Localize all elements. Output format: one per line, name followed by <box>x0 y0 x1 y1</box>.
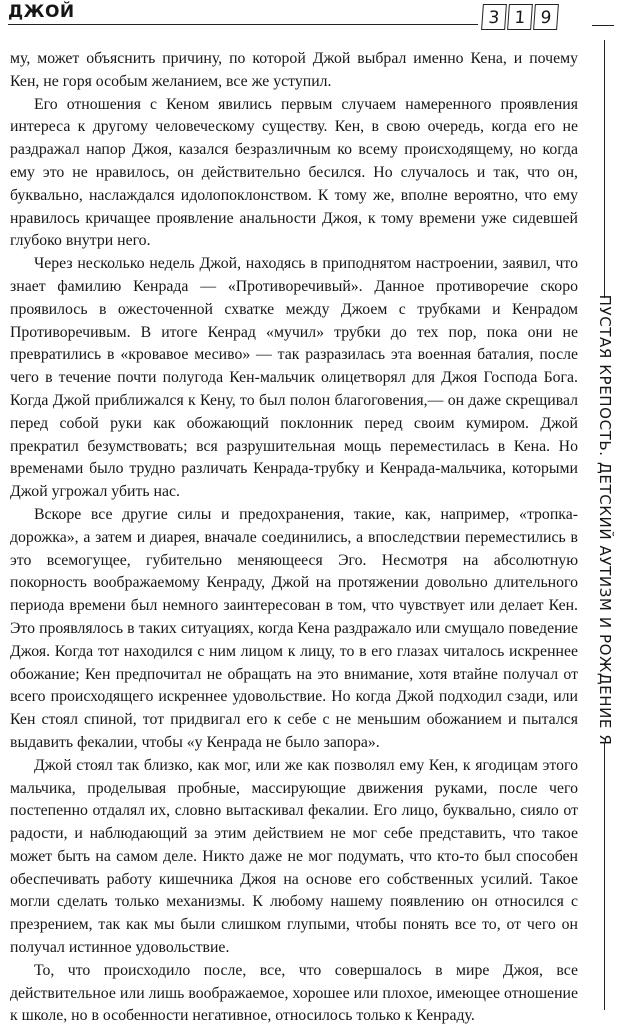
page-number <box>480 4 558 32</box>
page-number-digit: 3 <box>481 4 507 30</box>
body-text <box>10 48 578 1028</box>
running-title: ДЖОЙ <box>8 2 75 22</box>
header-rule <box>8 24 478 25</box>
paragraph: Джой стоял так близко, как мог, или же как позволял ему Кен, к ягодицам этого мальчика, проделывая пробные, массирующие движения руками, после чего постепенно отдалял их, словно вытаскивал фекалии. Его лицо, буквально, сияло от радости, и наблюдающий за этим действием не мог себе представить, что такое может быть на самом деле. Никто даже не мог подумать, что кто-то был способен обеспечивать работу кишечника Джоя на основе его собственных усилий. Такое могли сделать только механизмы. К любому нашему появлению он относился с презрением, так как мы были слишком глупыми, чтобы понять все то, от чего он получал истинное удовольствие. <box>10 756 578 957</box>
page-number-digit: 1 <box>507 4 533 30</box>
paragraph: То, что происходило после, все, что совершалось в мире Джоя, все действительное или лишь воображаемое, хорошее или плохое, имеющее отношение к школе, но в особенности негативное, относилось только к Кенраду. <box>10 961 578 1025</box>
side-margin <box>590 40 620 1010</box>
paragraph: Его отношения с Кеном явились первым случаем намеренного проявления интереса к другому человеческому существу. Кен, в свою очередь, когда его не раздражал напор Джоя, казался безразличным ко всему происходящему, но когда ему это не нравилось, он действительно бесился. Но случалось и так, что он, буквально, наслаждался идолопоклонством. К тому же, вполне вероятно, что ему нравилось кричащее проявление анальности Джоя, к тому времени уже сидевшей глубоко внутри него. <box>10 95 578 250</box>
side-rule-bottom <box>604 742 605 1010</box>
header-rule-right <box>592 25 614 26</box>
book-title-vertical: ПУСТАЯ КРЕПОСТЬ. ДЕТСКИЙ АУТИЗМ И РОЖДЕНИЕ Я <box>596 294 614 746</box>
paragraph: му, может объяснить причину, по которой Джой выбрал именно Кена, и почему Кен, не горя особым желанием, все же уступил. <box>10 50 578 90</box>
page-number-digit: 9 <box>533 4 559 30</box>
page-header <box>0 0 620 40</box>
paragraph: Через несколько недель Джой, находясь в приподнятом настроении, заявил, что знает фамилию Кенрада — «Противоречивый». Данное противоречие скоро проявилось в ожесточенной схватке между Джоем с трубками и Кенрадом Противоречивым. В итоге Кенрад «мучил» трубки до тех пор, пока они не превратились в «кровавое месиво» — так разразилась эта военная баталия, после чего в течение почти полугода Кен-мальчик олицетворял для Джоя Господа Бога. Когда Джой приближался к Кену, то был полон благоговения,— он даже скрещивал перед собой руки как обожающий поклонник перед своим кумиром. Джой прекратил безумствовать; вся разрушительная мощь переместилась в Кена. Но временами было трудно различать Кенрада-трубку и Кенрада-мальчика, которыми Джой угрожал убить нас. <box>10 255 578 501</box>
side-rule-top <box>604 40 605 298</box>
paragraph: Вскоре все другие силы и предохранения, такие, как, например, «тропка-дорожка», а затем и диарея, вначале соединились, а впоследствии переместились в это всемогущее, губительно меняющееся Эго. Несмотря на абсолютную покорность воображаемому Кенраду, Джой на протяжении довольно длительного периода времени был немного заинтересован в том, что чувствует или делает Кен. Это проявлялось в таких ситуациях, когда Кена раздражало или смущало поведение Джоя. Когда тот находился с ним лицом к лицу, то в его глазах читалось искреннее обожание; Кен предпочитал не обращать на это внимание, хотя втайне получал от всего происходящего искреннее удовольствие. Но когда Джой подходил сзади, или Кен стоял спиной, тот придвигал его к себе с не меньшим обожанием и пытался выдавить фекалии, чтобы «у Кенрада не было запора». <box>10 505 578 751</box>
